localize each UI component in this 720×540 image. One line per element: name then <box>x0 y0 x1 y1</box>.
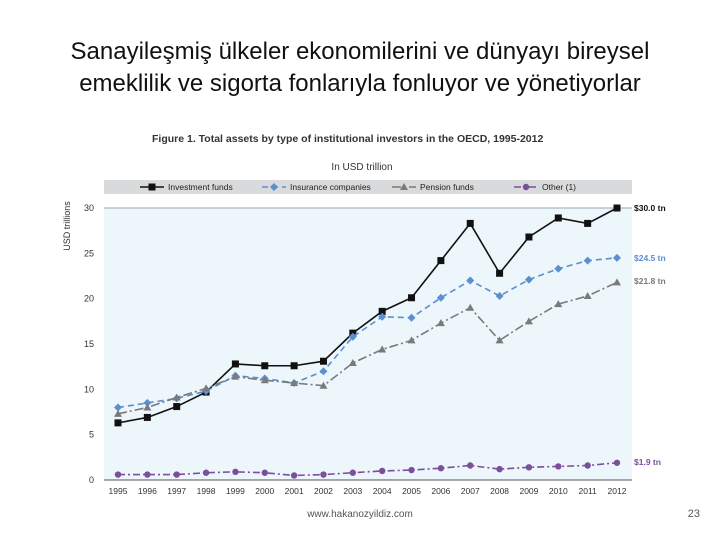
y-tick-label: 25 <box>83 248 94 259</box>
data-point <box>203 470 209 476</box>
x-tick-label: 2010 <box>548 486 568 496</box>
chart-subtitle: In USD trillion <box>331 162 393 173</box>
x-tick-label: 2004 <box>372 486 392 496</box>
x-tick-label: 2001 <box>284 486 304 496</box>
y-tick-label: 15 <box>83 339 94 349</box>
data-point <box>291 472 297 478</box>
y-tick-label: 0 <box>88 475 94 485</box>
legend-label: Other (1) <box>542 182 577 192</box>
data-point <box>614 460 620 466</box>
data-point <box>144 471 150 477</box>
data-point <box>467 462 473 468</box>
slide-title-line-1: Sanayileşmiş ülkeler ekonomilerini ve dünyayı bireysel <box>70 38 650 65</box>
plot-area <box>104 208 632 480</box>
x-tick-label: 2011 <box>578 486 597 496</box>
x-tick-label: 2009 <box>519 486 539 496</box>
data-point <box>408 467 414 473</box>
x-tick-label: 2002 <box>314 486 333 496</box>
x-tick-label: 1995 <box>108 486 128 496</box>
data-point <box>584 220 591 227</box>
x-tick-label: 2005 <box>402 486 421 496</box>
x-tick-label: 2008 <box>490 486 510 496</box>
data-point <box>379 468 385 474</box>
data-point <box>614 205 621 212</box>
x-tick-label: 2003 <box>343 486 363 496</box>
data-point <box>320 358 327 365</box>
y-tick-label: 5 <box>88 429 94 440</box>
page-number: 23 <box>687 508 700 520</box>
data-point <box>496 270 503 277</box>
data-point <box>262 470 268 476</box>
data-point <box>467 220 474 227</box>
data-point <box>350 470 356 476</box>
x-tick-label: 1996 <box>137 486 157 496</box>
data-point <box>261 362 268 369</box>
y-tick-label: 10 <box>83 384 94 395</box>
x-tick-label: 2007 <box>460 486 480 496</box>
legend-label: Investment funds <box>168 182 233 192</box>
legend-marker <box>149 184 156 191</box>
data-point <box>291 362 298 369</box>
data-point <box>555 463 561 469</box>
data-point <box>174 471 180 477</box>
data-point <box>525 234 532 241</box>
data-point <box>438 465 444 471</box>
data-point <box>320 471 326 477</box>
x-tick-label: 1997 <box>167 486 187 496</box>
x-tick-label: 2000 <box>255 486 275 496</box>
chart-title: Figure 1. Total assets by type of institutional investors in the OECD, 1995-2012 <box>152 133 544 145</box>
legend-marker <box>523 184 529 190</box>
y-tick-label: 20 <box>83 293 94 304</box>
data-point <box>173 403 180 410</box>
data-point <box>555 214 562 221</box>
legend-label: Insurance companies <box>290 182 371 192</box>
slide-title-line-2: emeklilik ve sigorta fonlarıyla fonluyor ve yönetiyorlar <box>79 70 641 97</box>
legend-label: Pension funds <box>420 182 474 192</box>
data-point <box>232 469 238 475</box>
y-tick-label: 30 <box>83 203 94 213</box>
x-tick-label: 2012 <box>607 486 627 496</box>
y-axis-label: USD trillions <box>62 201 72 251</box>
data-point <box>526 464 532 470</box>
data-point <box>496 466 502 472</box>
data-point <box>584 462 590 468</box>
series-end-label: $30.0 tn <box>634 203 666 213</box>
x-tick-label: 1999 <box>225 486 245 496</box>
x-tick-label: 1998 <box>196 486 216 496</box>
data-point <box>408 294 415 301</box>
data-point <box>115 419 122 426</box>
x-tick-label: 2006 <box>431 486 451 496</box>
footer-url: www.hakanozyildiz.com <box>307 509 413 520</box>
series-end-label: $21.8 tn <box>634 276 666 286</box>
data-point <box>144 414 151 421</box>
series-end-label: $24.5 tn <box>634 253 666 263</box>
series-end-label: $1.9 tn <box>634 457 661 467</box>
data-point <box>232 360 239 367</box>
data-point <box>115 471 121 477</box>
data-point <box>437 257 444 264</box>
